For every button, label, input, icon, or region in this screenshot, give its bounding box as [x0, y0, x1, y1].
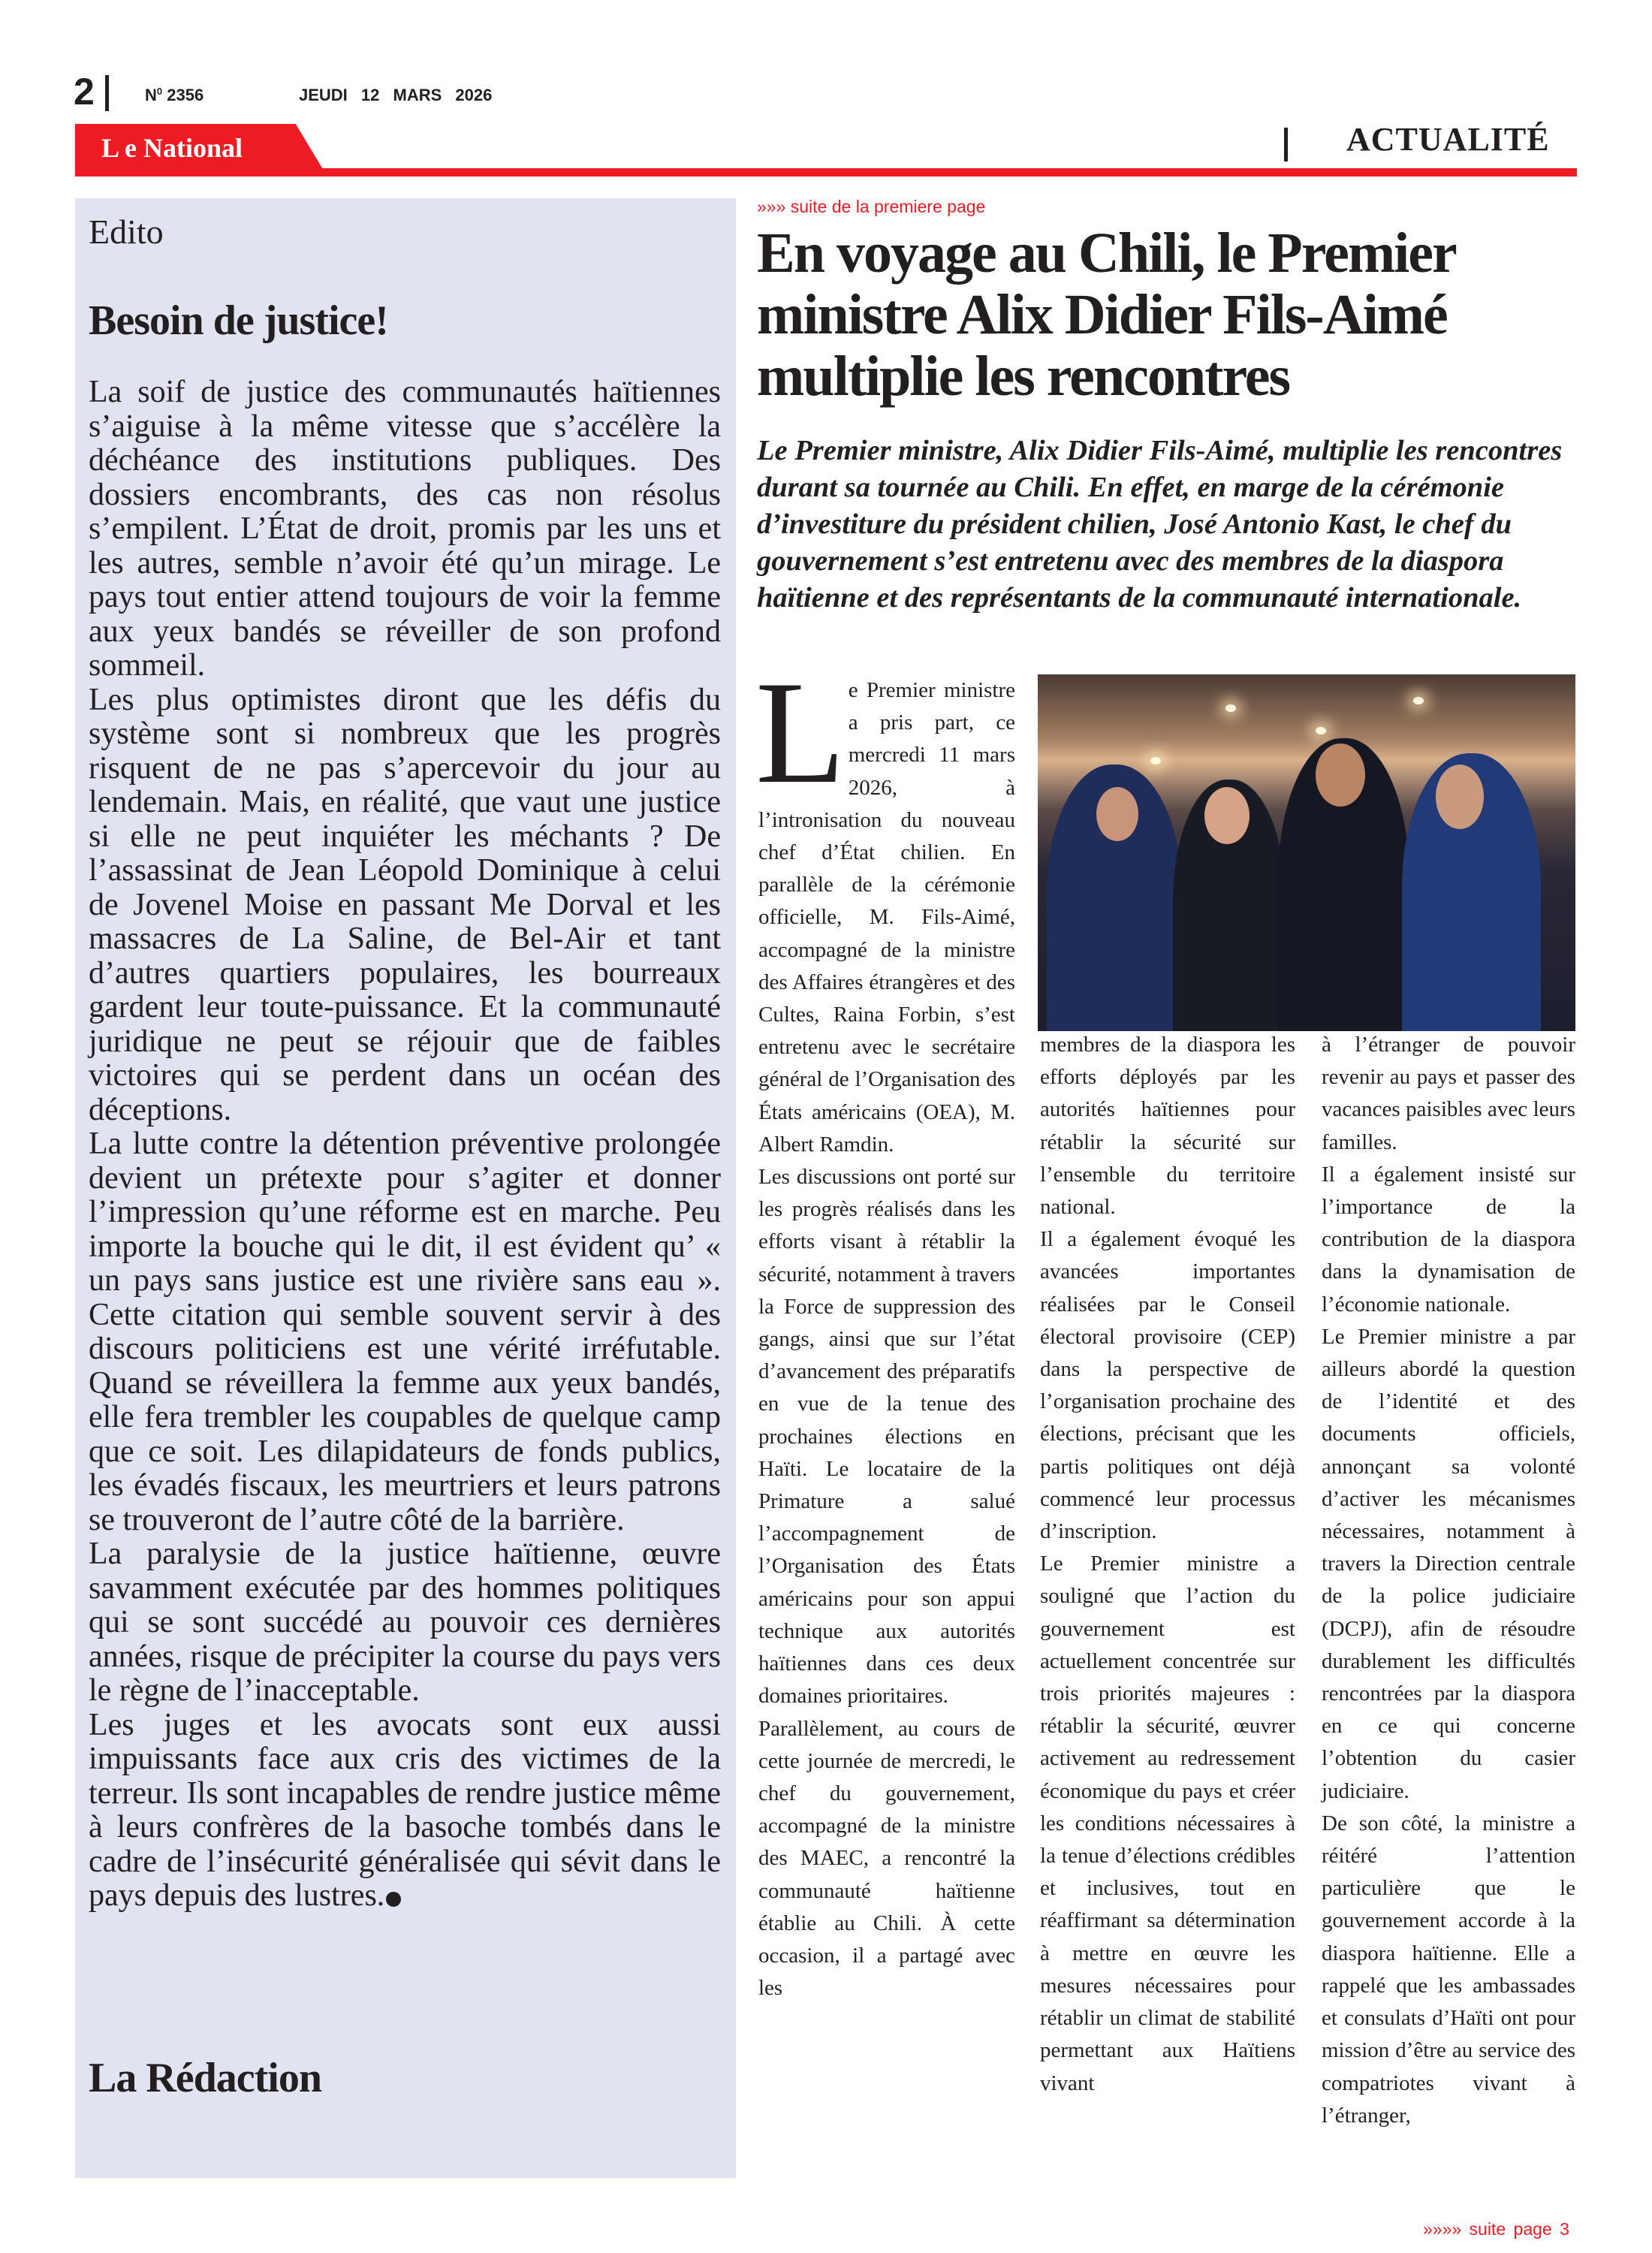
editorial-paragraph	[89, 1709, 721, 1914]
article-paragraph: à l’étranger de pouvoir revenir au pays et passer des vacances paisibles avec leurs familles.	[1322, 1033, 1575, 1154]
editorial-signature: La Rédaction	[89, 2055, 321, 2101]
article-column-1	[755, 651, 1015, 2004]
editorial-title: Besoin de justice!	[89, 297, 388, 344]
article-headline: En voyage au Chili, le Premier ministre Alix Didier Fils-Aimé multiplie les rencontres	[757, 222, 1455, 408]
article-paragraph: Il a également évoqué les avancées importantes réalisées par le Conseil électoral provisoire (CEP) dans la perspective de l’organisation prochaine des élections, précisant que les partis politiques ont déjà commencé leur processus d’inscription.	[1040, 1227, 1295, 1544]
article-paragraph: membres de la diaspora les efforts déployés par les autorités haïtiennes pour rétablir la sécurité sur l’ensemble du territoire national.	[1040, 1033, 1295, 1220]
issue-value: 2356	[167, 86, 204, 104]
header-rule	[75, 168, 1577, 176]
article-paragraph-text: e Premier ministre a pris part, ce mercredi 11 mars 2026, à l’intronisation du nouveau chef d’État chilien. En parallèle de la cérémonie officielle, M. Fils-Aimé, accompagné de la ministre des Affaires étrangères et des Cultes, Raina Forbin, s’est entretenu avec le secrétaire général de l’Organisation des États américains (OEA), M. Albert Ramdin.	[758, 678, 1015, 1157]
section-divider	[1284, 128, 1288, 161]
end-of-article-icon	[386, 1892, 401, 1907]
editorial-kicker: Edito	[89, 213, 164, 251]
issue-number	[145, 86, 203, 105]
article-paragraph: Le Premier ministre a par ailleurs abordé la question de l’identité et des documents officiels, annonçant sa volonté d’activer les mécanismes nécessaires, notamment à travers la Direction centrale de la police judiciaire (DCPJ), afin de résoudre durablement les difficultés rencontrées par la diaspora en ce qui concerne l’obtention du casier judiciaire.	[1322, 1324, 1575, 1803]
section-label: ACTUALITÉ	[1346, 121, 1550, 158]
page-number-divider	[105, 75, 109, 111]
drop-cap: L	[755, 651, 846, 814]
photo-light	[1413, 697, 1424, 704]
photo-face	[1436, 765, 1484, 829]
article-column-3	[1322, 1029, 1575, 2132]
editorial-paragraph: La lutte contre la détention préventive prolongée devient un prétexte pour s’agiter et donner l’impression qu’une réforme est en marche. Peu importe la bouche qui le dit, il est évident qu’ « un pays sans justice est une rivière sans eau ». Cette citation qui semble souvent servir à des discours politiciens est une vérité irréfutable. Quand se réveillera la femme aux yeux bandés, elle fera trembler les coupables de quelque camp que ce soit. Les dilapidateurs de fonds publics, les évadés fiscaux, les meurtriers et leurs patrons se trouveront de l’autre côté de la barrière.	[89, 1126, 721, 1537]
issue-prefix: N	[145, 86, 157, 104]
article-paragraph: Parallèlement, au cours de cette journée de mercredi, le chef du gouvernement, accompagné de la ministre des MAEC, a rencontré la communauté haïtienne établie au Chili. À cette occasion, il a partagé avec les	[758, 1716, 1015, 2001]
article-column-2	[1040, 1029, 1295, 2100]
editorial-paragraph: Les plus optimistes diront que les défis du système sont si nombreux que les progrès risquent de ne pas s’apercevoir du jour au lendemain. Mais, en réalité, que vaut une justice si elle ne peut inquiéter les méchants ? De l’assassinat de Jean Léopold Dominique à celui de Jovenel Moise en passant Me Dorval et les massacres de La Saline, de Bel-Air et tant d’autres quartiers populaires, les bourreaux gardent leur toute-puissance. Et la communauté juridique ne peut se réjouir que de faibles victoires qui se perdent dans un océan des déceptions.	[89, 682, 721, 1127]
editorial-body	[89, 376, 721, 1914]
article-paragraph: Les discussions ont porté sur les progrès réalisés dans les efforts visant à rétablir la sécurité, notamment à travers la Force de suppression des gangs, ainsi que sur l’état d’avancement des préparatifs en vue de la tenue des prochaines élections en Haïti. Le locataire de la Primature a salué l’accompagnement de l’Organisation des États américains pour son appui technique aux autorités haïtiennes dans ces deux domaines prioritaires.	[758, 1165, 1015, 1709]
issue-date: JEUDI 12 MARS 2026	[299, 86, 493, 104]
article-paragraph: Le Premier ministre a souligné que l’action du gouvernement est actuellement concentrée sur trois priorités majeures : rétablir la sécurité, œuvrer activement au redressement économique du pays et créer les conditions nécessaires à la tenue d’élections crédibles et inclusives, tout en réaffirmant sa détermination à mettre en œuvre les mesures nécessaires pour rétablir un climat de stabilité permettant aux Haïtiens vivant	[1040, 1552, 1295, 2095]
issue-sup: 0	[156, 86, 163, 97]
photo-face	[1316, 743, 1365, 807]
photo-face	[1204, 787, 1250, 844]
article-paragraph: De son côté, la ministre a réitéré l’attention particulière que le gouvernement accorde à la diaspora haïtienne. Elle a rappelé que les ambassades et consulats d’Haïti ont pour mission d’être au service des compatriotes vivant à l’étranger,	[1322, 1811, 1575, 2128]
article-paragraph: Il a également insisté sur l’importance de la contribution de la diaspora dans la dynamisation de l’économie nationale.	[1322, 1162, 1575, 1317]
continued-on-link[interactable]: »»»» suite page 3	[1423, 2219, 1569, 2239]
article-paragraph	[755, 651, 1015, 1161]
article-photo	[1038, 674, 1575, 1031]
photo-light	[1316, 727, 1326, 734]
page-number: 2	[74, 71, 95, 113]
photo-face	[1096, 787, 1138, 841]
continued-from-link[interactable]: »»» suite de la premiere page	[757, 197, 986, 216]
publication-name: L e National	[101, 133, 243, 163]
editorial-paragraph: La soif de justice des communautés haïtiennes s’aiguise à la même vitesse que s’accélère la déchéance des institutions publiques. Des dossiers encombrants, des cas non résolus s’empilent. L’État de droit, promis par les uns et les autres, semble n’avoir été qu’un mirage. Le pays tout entier attend toujours de voir la femme aux yeux bandés se réveiller de son profond sommeil.	[89, 375, 721, 683]
photo-light	[1150, 757, 1161, 765]
editorial-paragraph-text: Les juges et les avocats sont eux aussi impuissants face aux cris des victimes de la terreur. Ils sont incapables de rendre justice même à leurs confrères de la basoche tombés dans le cadre de l’insécurité généralisée qui sévit dans le pays depuis des lustres.	[89, 1707, 722, 1913]
photo-light	[1225, 704, 1236, 712]
article-lead: Le Premier ministre, Alix Didier Fils-Aimé, multiplie les rencontres durant sa tournée au Chili. En effet, en marge de la cérémonie d’investiture du président chilien, José Antonio Kast, le chef du gouvernement s’est entretenu avec des membres de la diaspora haïtienne et des représentants de la communauté internationale.	[757, 435, 1563, 614]
editorial-paragraph: La paralysie de la justice haïtienne, œuvre savamment exécutée par des hommes politiques qui se sont succédé au pouvoir ces dernières années, risque de précipiter la course du pays vers le règne de l’inacceptable.	[89, 1537, 721, 1708]
